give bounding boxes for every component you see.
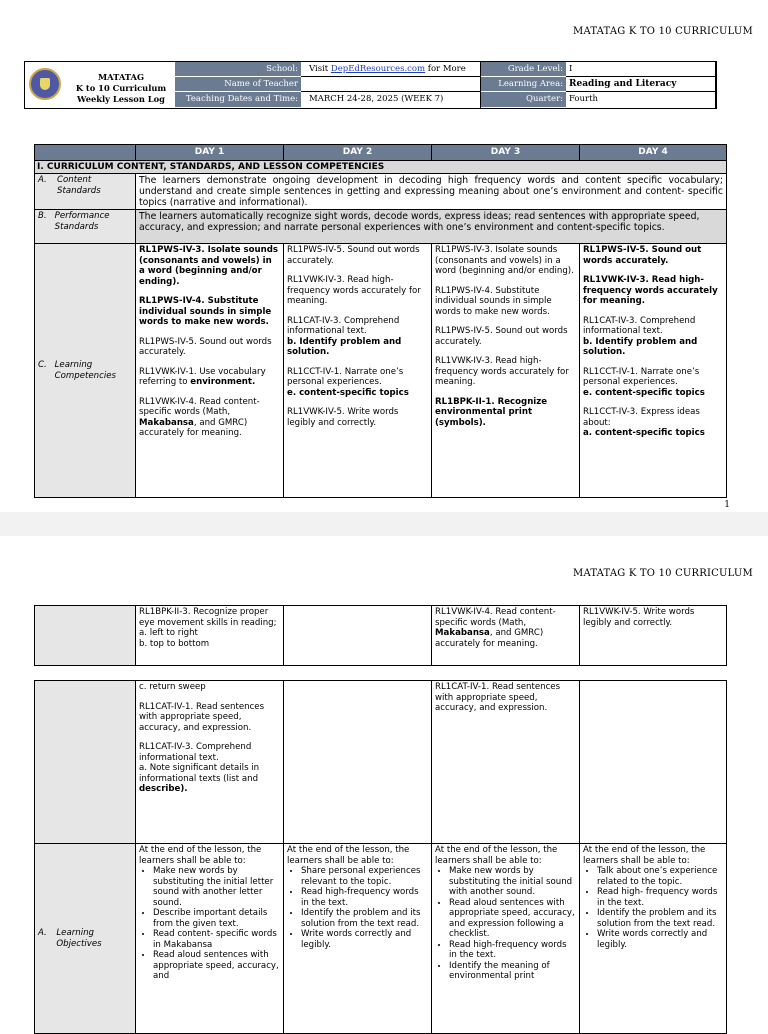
content-standards-label (35, 174, 136, 210)
objective-item: • Share personal experiences relevant to the topic. (301, 866, 428, 887)
label-letter-a-2: A. (38, 928, 47, 938)
title-line-1: MATATAG (97, 72, 145, 82)
objectives-list (139, 866, 280, 982)
quarter-value: Fourth (566, 92, 716, 108)
competency-sub: a. left to right (139, 628, 198, 638)
continued-label-cell-2 (35, 681, 136, 844)
competencies-text-label: Learning Competencies (54, 360, 116, 381)
logo-cell (25, 62, 176, 108)
school-label: School: (175, 62, 301, 77)
objective-item: • Read high- frequency words in the text. (597, 887, 723, 908)
competency: RL1CCT-IV-1. Narrate one’s personal experiences. (583, 366, 700, 387)
objectives-intro: At the end of the lesson, the learners shall be able to: (583, 845, 706, 866)
competency-bold: b. Identify problem and solution. (583, 336, 698, 357)
objectives-list (435, 866, 576, 982)
label-letter-b: B. (38, 211, 47, 221)
competency: RL1BPK-II-3. Recognize proper eye movement skills in reading; (139, 607, 277, 628)
objective-item: • Identify the problem and its solution from the text read. (597, 908, 723, 929)
day2-competencies-cont-2 (284, 681, 432, 844)
objectives-list (583, 866, 723, 950)
running-header: MATATAG K TO 10 CURRICULUM (573, 26, 753, 37)
objective-item: • Read content- specific words in Makabansa (153, 929, 280, 950)
objectives-intro: At the end of the lesson, the learners shall be able to: (435, 845, 558, 866)
objective-item: • Talk about one’s experience related to the topic. (597, 866, 723, 887)
learning-competencies-label (35, 244, 136, 498)
competency-bold: a. content-specific topics (583, 428, 705, 438)
competency: RL1VWK-IV-3. Read high-frequency words accurately for meaning. (583, 275, 718, 306)
competency: RL1PWS-IV-5. Sound out words accurately. (139, 336, 272, 357)
learning-objectives-label (35, 844, 136, 1034)
objective-item: • Make new words by substituting the initial sound with another sound. (449, 866, 576, 898)
competency-text: , and GMRC) accurately for meaning. (435, 628, 544, 649)
competency: RL1PWS-IV-5. Sound out words accurately. (583, 245, 702, 266)
day2-objectives (284, 844, 432, 1034)
dates-label: Teaching Dates and Time: (175, 92, 301, 108)
school-prefix: Visit (309, 64, 331, 74)
objective-item: • Read aloud sentences with appropriate speed, accuracy, and expression following a checklist. (449, 898, 576, 940)
page-gap (0, 512, 768, 536)
section-heading: I. CURRICULUM CONTENT, STANDARDS, AND LESSON COMPETENCIES (35, 160, 727, 174)
competency-bold: b. Identify problem and solution. (287, 336, 402, 357)
lesson-log-header (24, 61, 717, 109)
competency: RL1CAT-IV-1. Read sentences with appropriate speed, accuracy, and expression. (435, 682, 561, 713)
competency-bold: e. content-specific topics (583, 387, 705, 398)
day3-header: DAY 3 (432, 145, 580, 161)
content-standards-text: The learners demonstrate ongoing development in decoding high frequency words and content specific vocabulary; understand and create simple sentences in getting and expressing meaning about one’s environment and content- specific topics (narrative and informational). (136, 174, 727, 210)
competency: RL1PWS-IV-4. Substitute individual sounds in simple words to make new words. (139, 296, 272, 327)
competency-sub: a. Note significant details in informational texts (list and (139, 763, 260, 784)
content-standards-text-label: Content Standards (57, 175, 101, 196)
competency: RL1VWK-IV-5. Write words legibly and correctly. (287, 407, 399, 428)
label-letter-a: A. (38, 175, 47, 185)
day1-competencies-cont (136, 606, 284, 666)
competency: RL1CAT-IV-3. Comprehend informational text. (287, 315, 400, 336)
objective-item: • Read high-frequency words in the text. (449, 940, 576, 961)
competency: RL1PWS-IV-3. Isolate sounds (consonants and vowels) in a word (beginning and/or ending). (139, 245, 279, 287)
day3-objectives (432, 844, 580, 1034)
title-line-2: K to 10 Curriculum (75, 83, 167, 93)
competency: RL1VWK-IV-3. Read high-frequency words accurately for meaning. (435, 356, 569, 387)
depedresources-link[interactable]: DepEdResources.com (330, 64, 426, 74)
competency: RL1CCT-IV-3. Express ideas about: (583, 407, 700, 428)
objectives-intro: At the end of the lesson, the learners shall be able to: (287, 845, 410, 866)
objectives-list (287, 866, 428, 950)
continued-label-cell (35, 606, 136, 666)
school-value (301, 62, 481, 77)
lesson-table-page2-top (34, 605, 727, 666)
area-value: Reading and Literacy (566, 77, 716, 92)
deped-seal-icon (29, 68, 61, 100)
school-suffix: for More (425, 64, 466, 74)
day1-header: DAY 1 (136, 145, 284, 161)
day4-header: DAY 4 (580, 145, 727, 161)
competency: RL1BPK-II-1. Recognize environmental print (symbols). (435, 396, 548, 428)
day4-competencies-cont (580, 606, 727, 666)
teacher-value (301, 77, 481, 92)
lesson-table-page2 (34, 680, 727, 1034)
day-header-row (35, 145, 727, 161)
competency: RL1PWS-IV-5. Sound out words accurately. (287, 245, 420, 266)
running-header-page2: MATATAG K TO 10 CURRICULUM (573, 568, 753, 579)
label-letter-c: C. (38, 360, 47, 370)
competency-text: RL1VWK-IV-4. Read content- specific words (Math, (435, 607, 556, 628)
competency-sub: c. return sweep (139, 682, 206, 692)
competency: RL1CAT-IV-3. Comprehend informational text. (583, 315, 696, 336)
competency: RL1VWK-IV-5. Write words legibly and correctly. (583, 607, 695, 628)
competency-bold: describe). (139, 784, 188, 794)
day3-competencies (432, 244, 580, 498)
competency-bold: environment. (190, 377, 256, 387)
day1-competencies (136, 244, 284, 498)
competency: RL1PWS-IV-3. Isolate sounds (consonants and vowels) in a word (beginning and/or ending). (435, 245, 574, 276)
day4-objectives (580, 844, 727, 1034)
day1-objectives (136, 844, 284, 1034)
objective-item: • Read high-frequency words in the text. (301, 887, 428, 908)
competency: RL1PWS-IV-4. Substitute individual sounds in simple words to make new words. (435, 285, 552, 317)
objective-item: • Identify the meaning of environmental print (449, 961, 576, 982)
competency (435, 607, 576, 649)
quarter-label: Quarter: (481, 92, 566, 108)
objectives-text-label: Learning Objectives (56, 928, 102, 949)
competency: RL1CCT-IV-1. Narrate one’s personal experiences. (287, 366, 404, 387)
competency-text: RL1VWK-IV-4. Read content- specific words (Math, (139, 396, 260, 417)
area-label: Learning Area: (481, 77, 566, 92)
competency: RL1CAT-IV-1. Read sentences with appropriate speed, accuracy, and expression. (139, 701, 265, 733)
day3-competencies-cont (432, 606, 580, 666)
objective-item: • Write words correctly and legibly. (301, 929, 428, 950)
day3-competencies-cont-2 (432, 681, 580, 844)
competency-bold: Makabansa (435, 628, 490, 638)
competency-sub: b. top to bottom (139, 638, 210, 649)
objective-item: • Describe important details from the given text. (153, 908, 280, 929)
performance-standards-label (35, 210, 136, 244)
teacher-label: Name of Teacher (175, 77, 301, 92)
competency-text: RL1VWK-IV-1. Use vocabulary referring to (139, 366, 266, 387)
competency (139, 367, 280, 388)
grade-value: I (566, 62, 716, 77)
log-title (69, 72, 173, 105)
dates-value: MARCH 24-28, 2025 (WEEK 7) (301, 92, 481, 108)
competency: RL1CAT-IV-3. Comprehend informational text. (139, 742, 252, 763)
day2-competencies (284, 244, 432, 498)
objectives-intro: At the end of the lesson, the learners shall be able to: (139, 845, 262, 866)
competency (139, 397, 280, 439)
objective-item: • Identify the problem and its solution from the text read. (301, 908, 428, 929)
objective-item: • Read aloud sentences with appropriate speed, accuracy, and (153, 950, 280, 982)
day2-competencies-cont (284, 606, 432, 666)
competency-bold: Makabansa (139, 417, 194, 428)
objective-item: • Make new words by substituting the initial letter sound with another letter sound. (153, 866, 280, 908)
performance-standards-text: The learners automatically recognize sight words, decode words, express ideas; read sentences with appropriate speed, accuracy, and expression; and narrate personal experiences with one’s environment and content-specific topics. (136, 210, 727, 244)
day2-header: DAY 2 (284, 145, 432, 161)
day4-competencies (580, 244, 727, 498)
competency-bold: e. content-specific topics (287, 387, 409, 398)
day4-competencies-cont-2 (580, 681, 727, 844)
competency-text: , and GMRC) accurately for meaning. (139, 417, 248, 438)
day1-competencies-cont-2 (136, 681, 284, 844)
lesson-table-page1 (34, 144, 727, 498)
competency: RL1VWK-IV-3. Read high-frequency words accurately for meaning. (287, 275, 421, 306)
grade-label: Grade Level: (481, 62, 566, 77)
performance-standards-text-label: Performance Standards (54, 211, 110, 232)
objective-item: • Write words correctly and legibly. (597, 929, 723, 950)
title-line-3: Weekly Lesson Log (77, 94, 165, 104)
page-number: 1 (724, 500, 730, 510)
competency: RL1PWS-IV-5. Sound out words accurately. (435, 326, 568, 347)
corner-cell (35, 145, 136, 161)
